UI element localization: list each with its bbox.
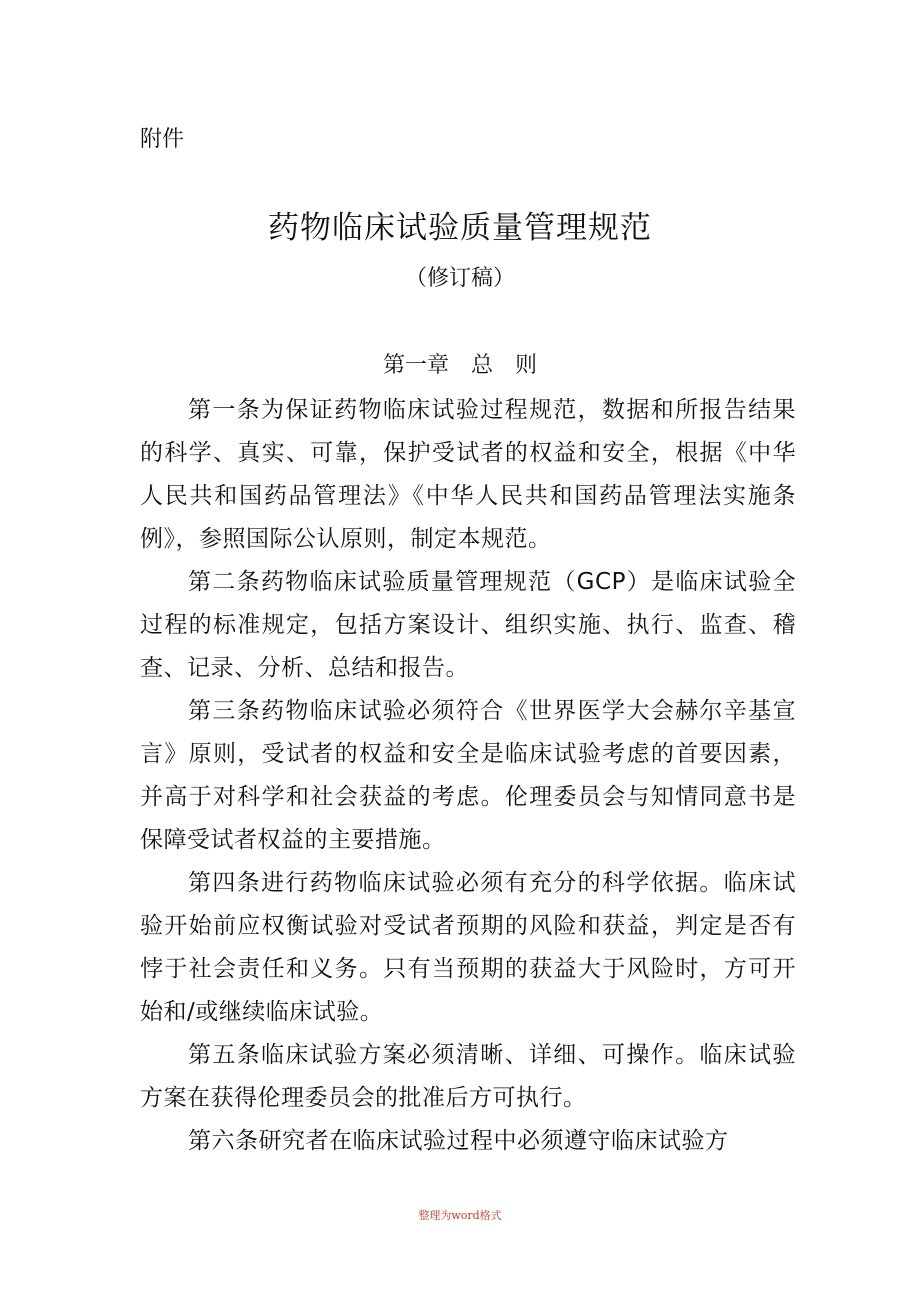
article-1: 第一条为保证药物临床试验过程规范，数据和所报告结果的科学、真实、可靠，保护受试者的权益和安全，根据《中华人民共和国药品管理法》《中华人民共和国药品管理法实施条例》，参照国际公认原则，制定本规范。	[140, 397, 796, 552]
document-subtitle: （修订稿）	[404, 266, 515, 291]
chapter-heading: 第一章 总 则	[382, 353, 537, 378]
footer-note: 整理为word格式	[418, 1209, 502, 1222]
article-2: 第二条药物临床试验质量管理规范（GCP）是临床试验全过程的标准规定，包括方案设计、组织实施、执行、监查、稽查、记录、分析、总结和报告。	[140, 569, 796, 681]
document-body	[140, 389, 796, 1163]
article-5: 第五条临床试验方案必须清晰、详细、可操作。临床试验方案在获得伦理委员会的批准后方可执行。	[140, 1042, 796, 1111]
article-3: 第三条药物临床试验必须符合《世界医学大会赫尔辛基宣言》原则，受试者的权益和安全是临床试验考虑的首要因素，并高于对科学和社会获益的考虑。伦理委员会与知情同意书是保障受试者权益的主要措施。	[140, 698, 796, 853]
article-6: 第六条研究者在临床试验过程中必须遵守临床试验方	[188, 1128, 729, 1154]
article-4: 第四条进行药物临床试验必须有充分的科学依据。临床试验开始前应权衡试验对受试者预期的风险和获益，判定是否有悖于社会责任和义务。只有当预期的获益大于风险时，方可开始和/或继续临床试验。	[140, 870, 796, 1025]
attachment-label: 附件	[140, 127, 185, 152]
document-title: 药物临床试验质量管理规范	[268, 210, 652, 246]
